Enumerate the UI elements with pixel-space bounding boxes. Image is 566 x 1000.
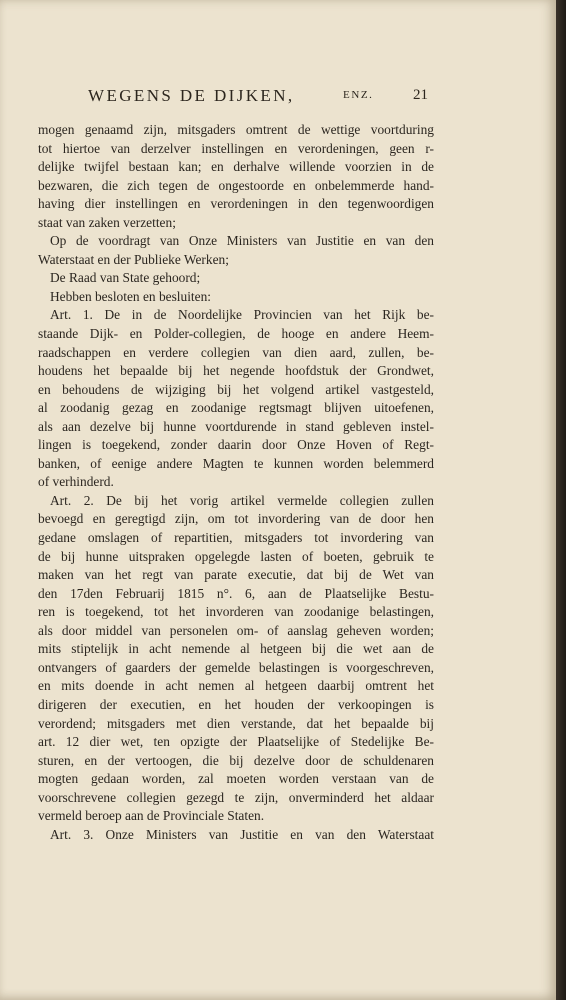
text-line: voorschrevene collegien gezegd te zijn, onverminderd het aldaar — [38, 789, 434, 805]
text-line: verordend; mitsgaders met dien verstande, dat het bepaalde bij — [38, 715, 434, 731]
text-line: sturen, en der vertoogen, die bij dezelve door de schuldenaren — [38, 752, 434, 768]
text-line: art. 12 dier wet, ten opzigte der Plaatselijke of Stedelijke Be- — [38, 734, 434, 750]
text-line: al zoodanig gezag en zoodanige regtsmagt blijven uitoefenen, — [38, 400, 434, 416]
text-line: delijke twijfel bestaan kan; en derhalve willende voorzien in de — [38, 159, 434, 175]
text-line: raadschappen en verdere collegien van dien aard, zullen, be- — [38, 344, 434, 360]
text-line: vermeld beroep aan de Provinciale Staten. — [38, 808, 265, 824]
text-line: den 17den Februarij 1815 n°. 6, aan de Plaatselijke Bestu- — [38, 585, 434, 601]
text-line: Art. 3. Onze Ministers van Justitie en van den Waterstaat — [50, 826, 434, 842]
text-line: en mits doende in acht nemen al hetgeen daarbij omtrent het — [38, 678, 434, 694]
text-line: mogten gedaan worden, zal moeten worden verstaan van de — [38, 771, 434, 787]
text-line: staat van zaken verzetten; — [38, 214, 176, 230]
book-edge-shadow — [556, 0, 566, 1000]
text-line: having dier instellingen en verordeningen in den tegenwoordigen — [38, 196, 434, 212]
text-line: dirigeren der executien, en het houden der verkoopingen is — [38, 696, 434, 712]
text-line: Waterstaat en der Publieke Werken; — [38, 251, 229, 267]
text-line: staande Dijk- en Polder-collegien, de hooge en andere Heem- — [38, 326, 434, 342]
text-line: gedane omslagen of repartitien, mitsgaders tot invordering van — [38, 530, 434, 546]
text-line: als aan dezelve bij hunne voortdurende in stand gebleven instel- — [38, 418, 434, 434]
text-line: ren is toegekend, tot het invorderen van zoodanige belastingen, — [38, 604, 434, 620]
text-line: Op de voordragt van Onze Ministers van Justitie en van den — [50, 233, 434, 249]
text-line: bezwaren, die zich tegen de ongestoorde en onbelemmerde hand- — [38, 177, 434, 193]
text-line: Art. 1. De in de Noordelijke Provincien van het Rijk be- — [50, 307, 434, 323]
text-line: Art. 2. De bij het vorig artikel vermelde collegien zullen — [50, 492, 434, 508]
text-line: of verhinderd. — [38, 474, 114, 490]
text-line: als door middel van personelen om- of aanslag geheven worden; — [38, 622, 434, 638]
running-title-abbreviation: ENZ. — [343, 89, 374, 101]
text-line: mits stiptelijk in acht nemende al hetgeen bij die wet aan de — [38, 641, 434, 657]
body-text — [38, 121, 434, 844]
text-line: de bij hunne uitspraken opgelegde lasten of boeten, gebruik te — [38, 548, 434, 564]
text-line: houdens het bepaalde bij het negende hoofdstuk der Grondwet, — [38, 363, 434, 379]
text-line: maken van het regt van parate executie, dat bij de Wet van — [38, 567, 434, 583]
text-line: bevoegd en geregtigd zijn, om tot invordering van de door hen — [38, 511, 434, 527]
text-line: lingen is toegekend, zonder daarin door Onze Hoven of Regt- — [38, 437, 434, 453]
text-line: mogen genaamd zijn, mitsgaders omtrent de wettige voortduring — [38, 122, 434, 137]
page-header — [88, 86, 438, 112]
page-number: 21 — [413, 87, 428, 103]
text-line: banken, of eenige andere Magten te kunnen worden belemmerd — [38, 455, 434, 471]
text-line: Hebben besloten en besluiten: — [50, 288, 212, 304]
text-line: en behoudens de wijziging bij het volgend artikel vastgesteld, — [38, 381, 434, 397]
text-line: De Raad van State gehoord; — [50, 270, 201, 286]
text-line: ontvangers of gaarders der gemelde belastingen is voorgeschreven, — [38, 659, 434, 675]
running-title: WEGENS DE DIJKEN, — [88, 86, 295, 105]
text-line: tot hiertoe van derzelver instellingen en verordeningen, geen r- — [38, 140, 434, 156]
